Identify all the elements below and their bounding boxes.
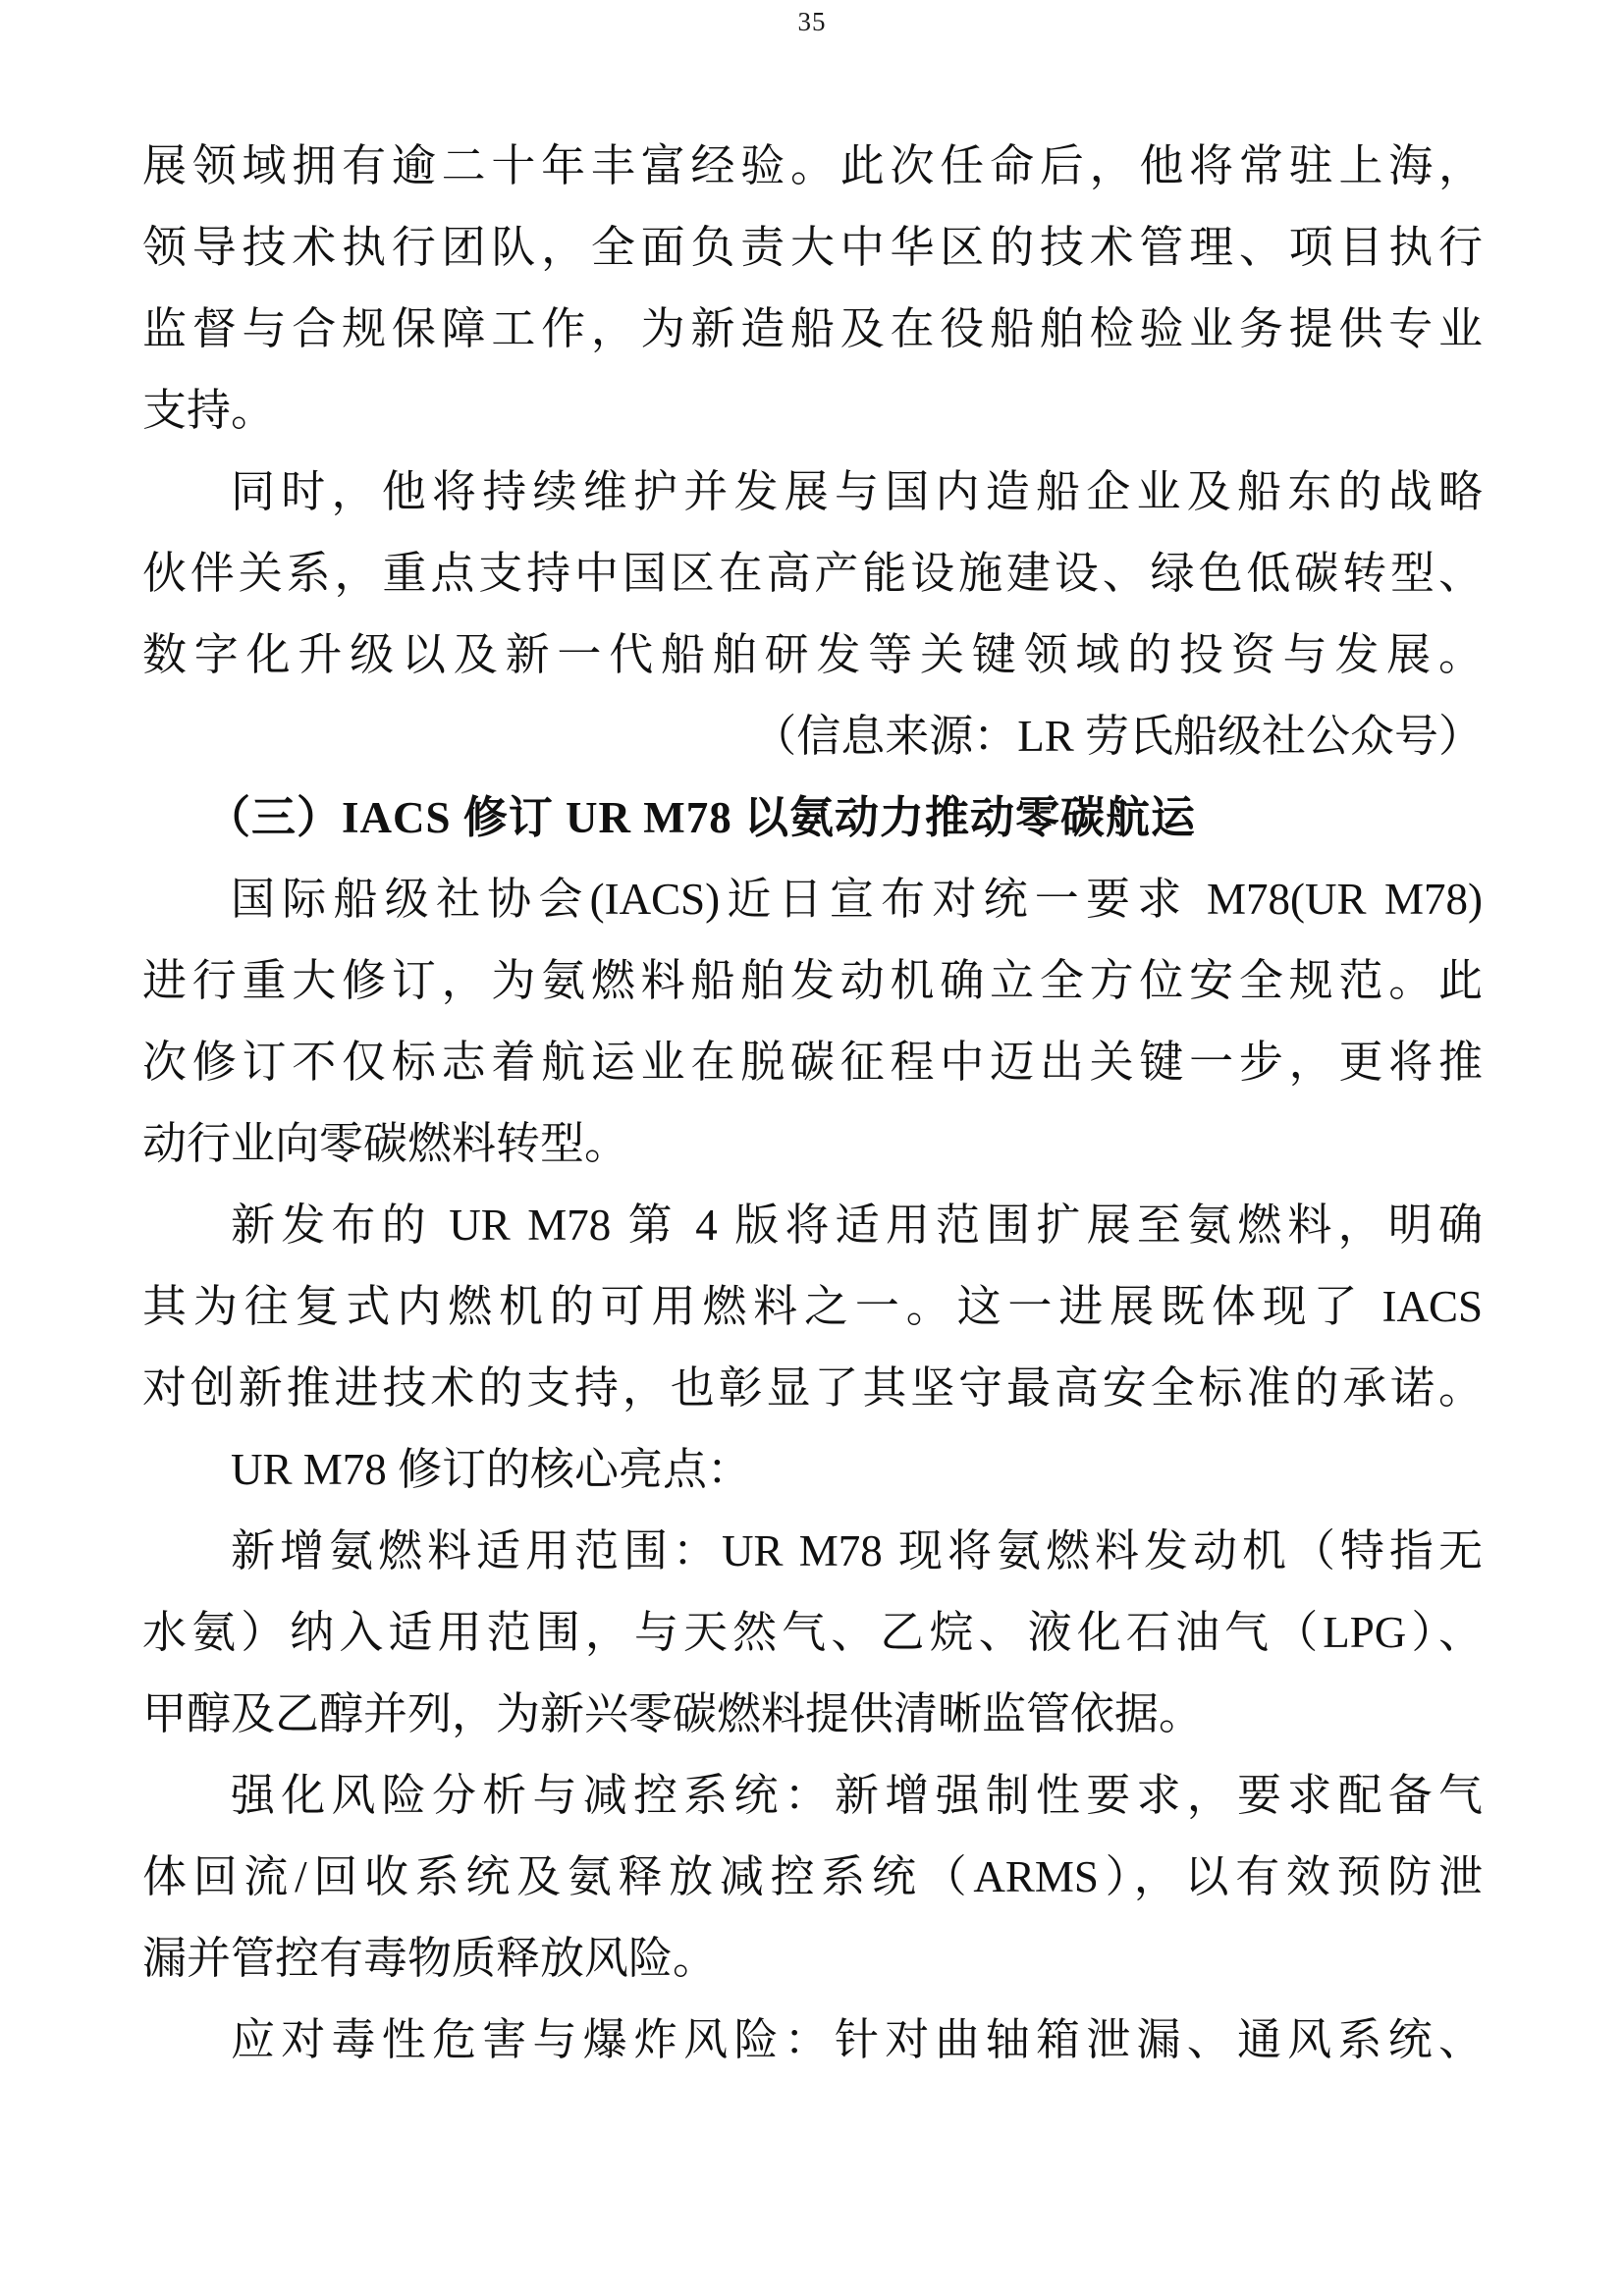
text-line: 其为往复式内燃机的可用燃料之一。这一进展既体现了 IACS bbox=[142, 1282, 1483, 1331]
source-attribution: （信息来源：LR 劳氏船级社公众号） bbox=[752, 712, 1483, 761]
text-line: 同时，他将持续维护并发展与国内造船企业及船东的战略 bbox=[231, 467, 1483, 516]
text-line: 体回流/回收系统及氨释放减控系统（ARMS），以有效预防泄 bbox=[142, 1852, 1483, 1901]
text-line: 对创新推进技术的支持，也彰显了其坚守最高安全标准的承诺。 bbox=[142, 1363, 1483, 1413]
document-body bbox=[142, 126, 1483, 2081]
text-line: 展领域拥有逾二十年丰富经验。此次任命后，他将常驻上海， bbox=[142, 141, 1483, 190]
text-line: 甲醇及乙醇并列，为新兴零碳燃料提供清晰监管依据。 bbox=[142, 1689, 1204, 1738]
text-line: 领导技术执行团队，全面负责大中华区的技术管理、项目执行 bbox=[142, 223, 1483, 272]
page-number: 35 bbox=[797, 7, 827, 36]
text-line: 动行业向零碳燃料转型。 bbox=[142, 1119, 629, 1168]
text-line: 水氨）纳入适用范围，与天然气、乙烷、液化石油气（LPG）、 bbox=[142, 1608, 1483, 1657]
text-line: 强化风险分析与减控系统：新增强制性要求，要求配备气 bbox=[231, 1771, 1483, 1820]
section-heading: （三）IACS 修订 UR M78 以氨动力推动零碳航运 bbox=[206, 793, 1197, 842]
text-line: 数字化升级以及新一代船舶研发等关键领域的投资与发展。 bbox=[142, 630, 1483, 679]
text-line: 新发布的 UR M78 第 4 版将适用范围扩展至氨燃料，明确 bbox=[231, 1201, 1483, 1250]
text-line: 应对毒性危害与爆炸风险：针对曲轴箱泄漏、通风系统、 bbox=[231, 2015, 1483, 2064]
text-line: 新增氨燃料适用范围：UR M78 现将氨燃料发动机（特指无 bbox=[231, 1526, 1483, 1575]
text-line: UR M78 修订的核心亮点： bbox=[231, 1445, 752, 1494]
text-line: 进行重大修订，为氨燃料船舶发动机确立全方位安全规范。此 bbox=[142, 956, 1483, 1005]
text-line: 次修订不仅标志着航运业在脱碳征程中迈出关键一步，更将推 bbox=[142, 1038, 1483, 1087]
text-line: 国际船级社协会(IACS)近日宣布对统一要求 M78(UR M78) bbox=[231, 875, 1483, 924]
text-line: 支持。 bbox=[142, 386, 276, 435]
text-line: 漏并管控有毒物质释放风险。 bbox=[142, 1934, 718, 1983]
text-line: 监督与合规保障工作，为新造船及在役船舶检验业务提供专业 bbox=[142, 304, 1483, 353]
text-line: 伙伴关系，重点支持中国区在高产能设施建设、绿色低碳转型、 bbox=[142, 549, 1483, 598]
